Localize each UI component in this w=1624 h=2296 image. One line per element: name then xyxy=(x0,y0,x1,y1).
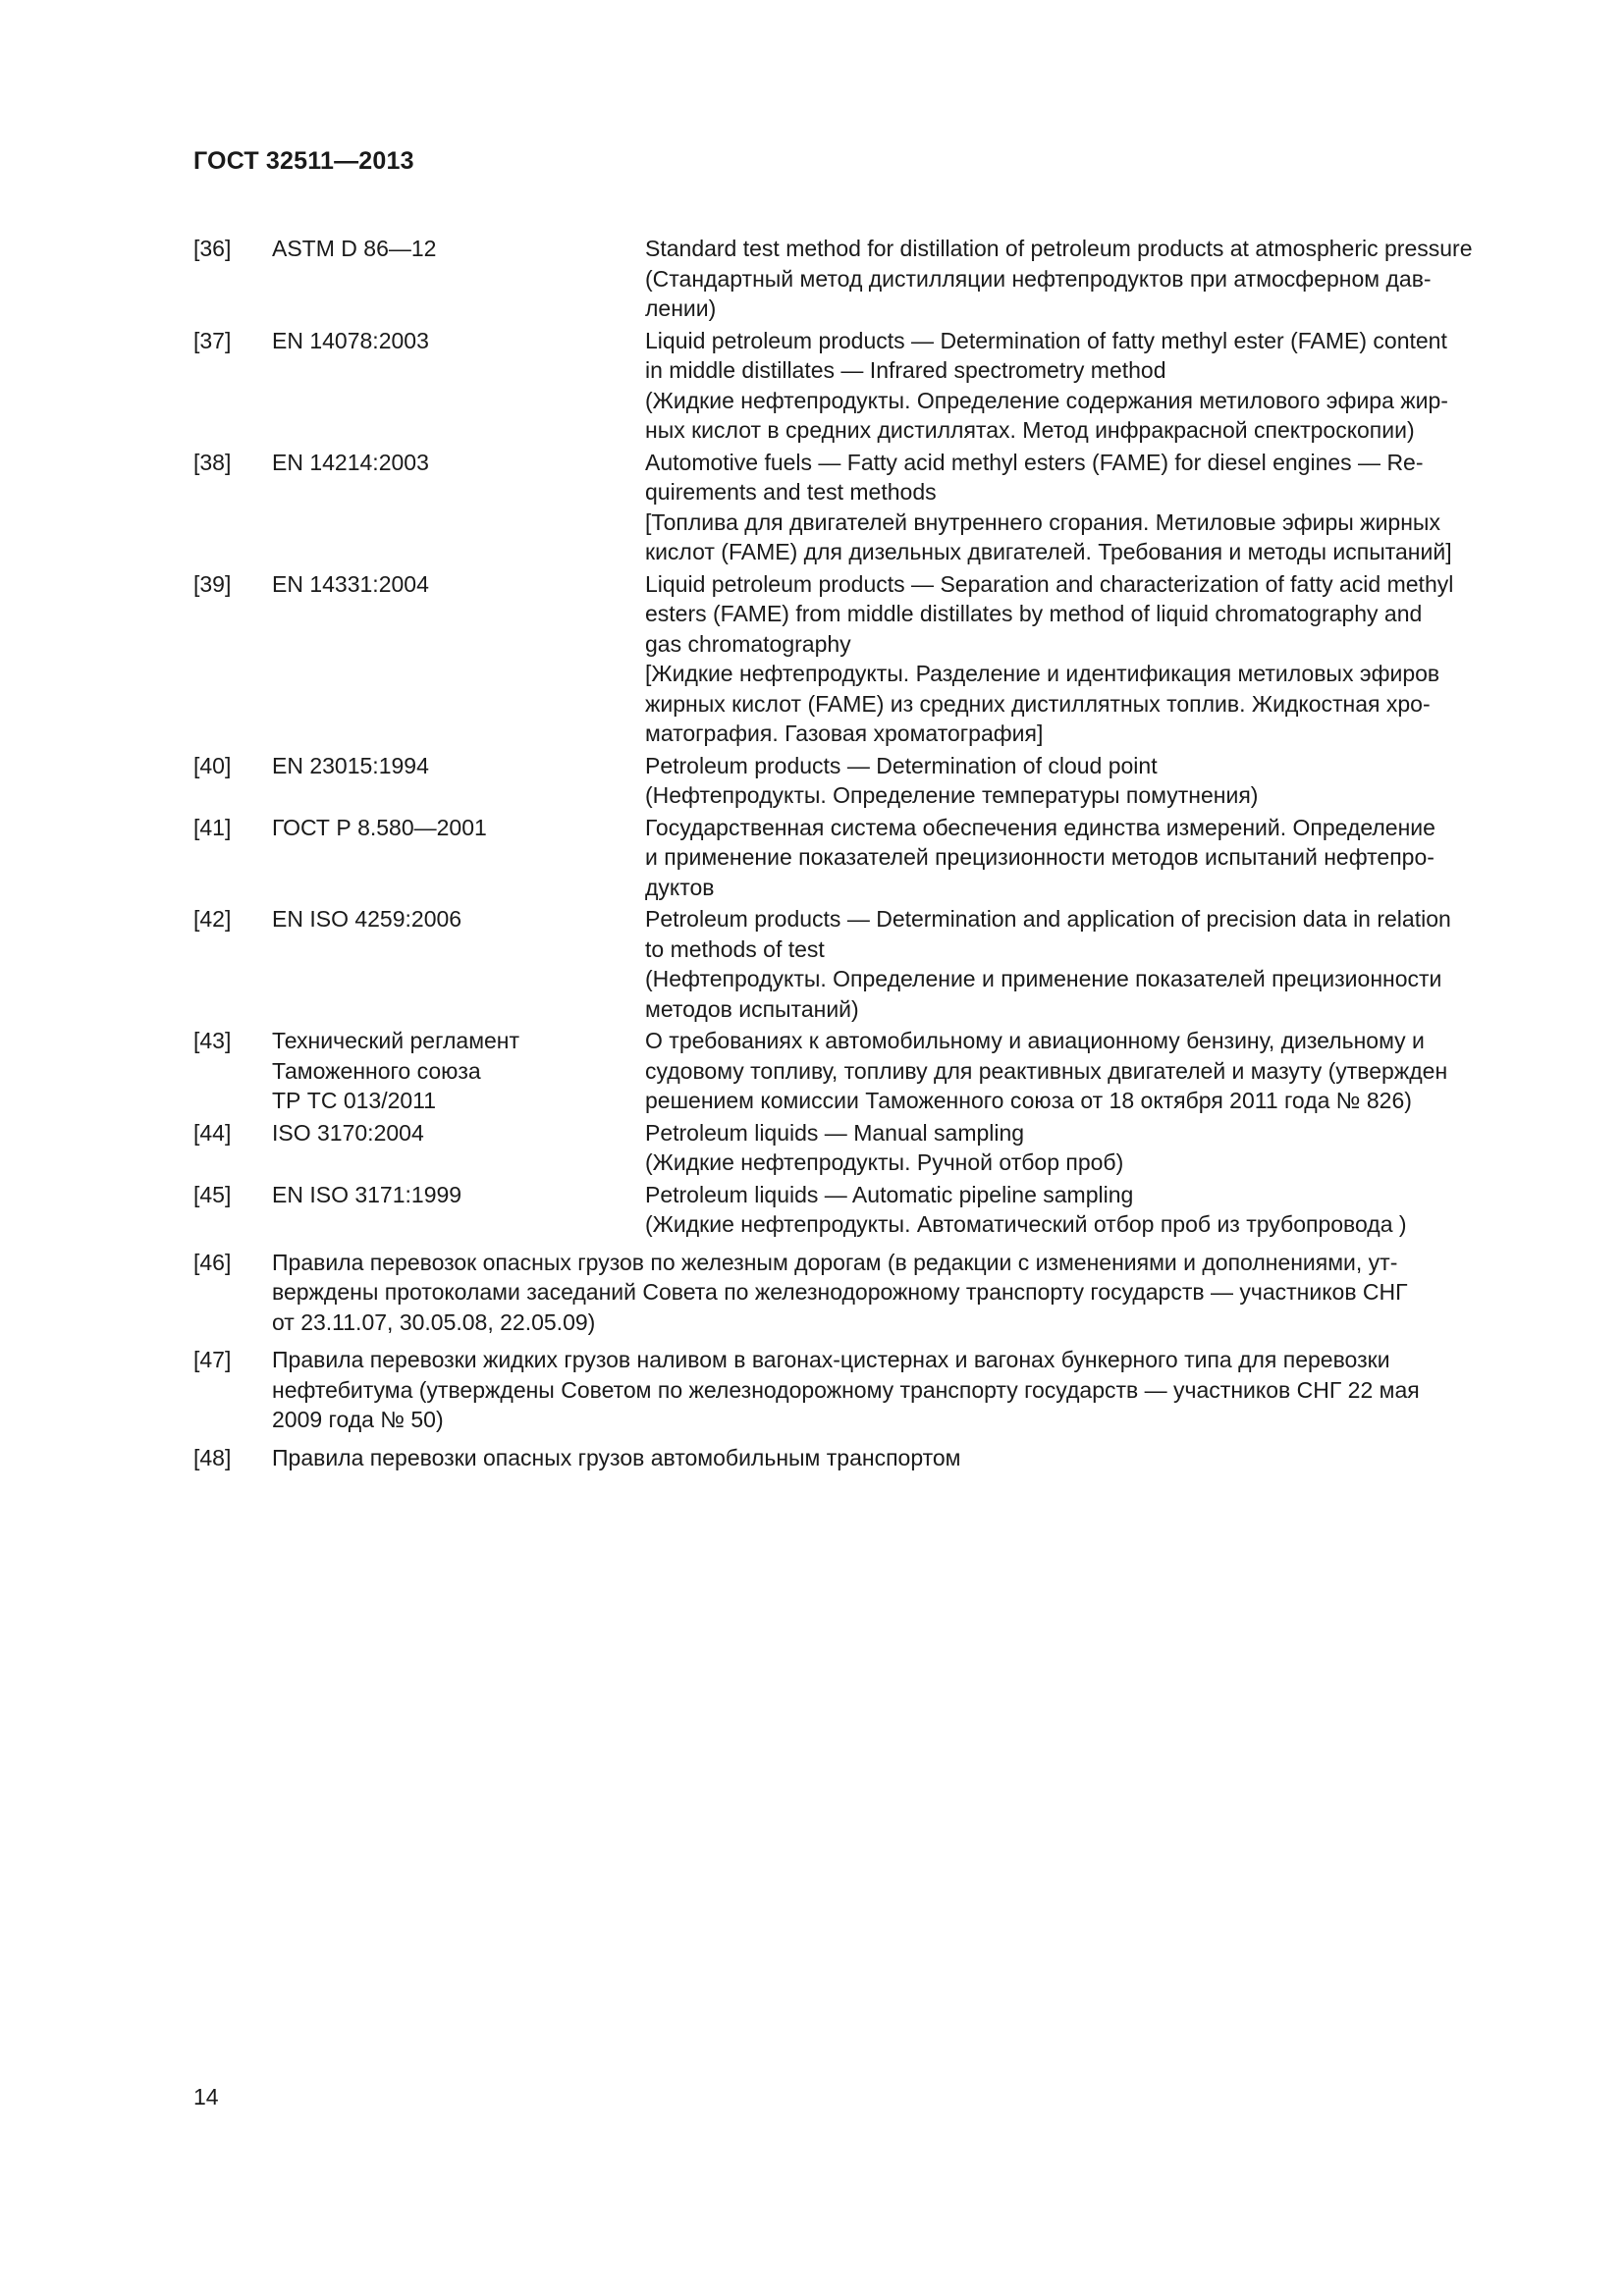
reference-code: EN ISO 3171:1999 xyxy=(272,1181,462,1207)
reference-line: кислот (FAME) для дизельных двигателей. Требования и методы испытаний] xyxy=(645,539,1452,564)
reference-entry xyxy=(193,1026,1517,1116)
reference-line: ных кислот в средних дистиллятах. Метод инфракрасной спектроскопии) xyxy=(645,417,1415,443)
reference-code: EN 14078:2003 xyxy=(272,327,429,353)
reference-number: [41] xyxy=(193,814,232,840)
reference-number: [37] xyxy=(193,327,232,353)
reference-code: EN 23015:1994 xyxy=(272,752,429,778)
reference-entry xyxy=(193,234,1517,324)
reference-line: esters (FAME) from middle distillates by method of liquid chromatography and xyxy=(645,601,1423,626)
reference-code: EN 14331:2004 xyxy=(272,570,429,597)
page-number: 14 xyxy=(193,2084,219,2109)
reference-number: [39] xyxy=(193,570,232,597)
reference-entry-wide xyxy=(193,1345,1517,1435)
reference-line: Petroleum liquids — Automatic pipeline sampling xyxy=(645,1181,1134,1207)
reference-code: EN 14214:2003 xyxy=(272,449,429,475)
reference-description xyxy=(645,569,1517,749)
reference-line: Petroleum products — Determination and application of precision data in relation xyxy=(645,906,1451,932)
reference-entry-wide xyxy=(193,1248,1517,1338)
reference-line: (Нефтепродукты. Определение и применение показателей прецизионности xyxy=(645,966,1442,991)
reference-number: [43] xyxy=(193,1028,232,1053)
reference-number: [45] xyxy=(193,1181,232,1207)
reference-entry-wide xyxy=(193,1443,1517,1473)
reference-description xyxy=(645,751,1517,811)
reference-description xyxy=(272,1345,1517,1435)
reference-description xyxy=(645,234,1517,324)
reference-line: от 23.11.07, 30.05.08, 22.05.09) xyxy=(272,1308,596,1335)
reference-line: Liquid petroleum products — Determination of fatty methyl ester (FAME) content xyxy=(645,327,1447,353)
document-title: ГОСТ 32511—2013 xyxy=(193,147,414,175)
reference-description xyxy=(272,1248,1517,1338)
reference-line: [Топлива для двигателей внутреннего сгорания. Метиловые эфиры жирных xyxy=(645,508,1440,535)
reference-entry xyxy=(193,448,1517,567)
reference-line: (Нефтепродукты. Определение температуры помутнения) xyxy=(645,782,1259,808)
reference-line: in middle distillates — Infrared spectrometry method xyxy=(645,357,1166,383)
reference-description xyxy=(272,1443,1517,1473)
reference-number: [42] xyxy=(193,906,232,932)
reference-line: quirements and test methods xyxy=(645,479,937,505)
reference-description xyxy=(645,1026,1517,1116)
reference-number: [44] xyxy=(193,1119,232,1146)
reference-line: Правила перевозки жидких грузов наливом в вагонах-цистернах и вагонах бункерного типа для перевозки xyxy=(272,1347,1390,1372)
reference-line: Liquid petroleum products — Separation and characterization of fatty acid methyl xyxy=(645,570,1454,597)
reference-number: [40] xyxy=(193,752,232,778)
reference-line: судовому топливу, топливу для реактивных двигателей и мазуту (утвержден xyxy=(645,1057,1448,1084)
reference-line: [Жидкие нефтепродукты. Разделение и идентификация метиловых эфиров xyxy=(645,661,1440,686)
reference-line: и применение показателей прецизионности методов испытаний нефтепро- xyxy=(645,844,1435,870)
reference-code-line: ТР ТС 013/2011 xyxy=(272,1088,437,1113)
reference-entry xyxy=(193,904,1517,1024)
reference-line: to methods of test xyxy=(645,935,825,962)
reference-line: матография. Газовая хроматография] xyxy=(645,721,1044,746)
reference-line: решением комиссии Таможенного союза от 18 октября 2011 года № 826) xyxy=(645,1088,1412,1113)
reference-number: [48] xyxy=(193,1444,232,1470)
reference-line: (Стандартный метод дистилляции нефтепродуктов при атмосферном дав- xyxy=(645,265,1432,292)
reference-entry xyxy=(193,1118,1517,1178)
reference-line: Правила перевозки опасных грузов автомобильным транспортом xyxy=(272,1444,961,1470)
reference-number: [47] xyxy=(193,1347,232,1372)
reference-line: (Жидкие нефтепродукты. Определение содержания метилового эфира жир- xyxy=(645,387,1448,413)
reference-entry xyxy=(193,326,1517,446)
reference-entry xyxy=(193,569,1517,749)
bibliography-list xyxy=(193,234,1517,1474)
reference-line: 2009 года № 50) xyxy=(272,1407,444,1432)
reference-code: ASTM D 86—12 xyxy=(272,236,437,261)
reference-line: Petroleum products — Determination of cloud point xyxy=(645,752,1158,778)
reference-description xyxy=(645,448,1517,567)
reference-code-line: Технический регламент xyxy=(272,1028,520,1053)
reference-line: (Жидкие нефтепродукты. Ручной отбор проб) xyxy=(645,1149,1124,1175)
reference-code-line: Таможенного союза xyxy=(272,1057,481,1084)
reference-line: Automotive fuels — Fatty acid methyl esters (FAME) for diesel engines — Re- xyxy=(645,449,1424,475)
reference-line: Standard test method for distillation of petroleum products at atmospheric pressure xyxy=(645,236,1473,261)
reference-entry xyxy=(193,813,1517,903)
reference-line: нефтебитума (утверждены Советом по железнодорожному транспорту государств — участников СНГ 22 мая xyxy=(272,1376,1420,1403)
reference-line: О требованиях к автомобильному и авиационному бензину, дизельному и xyxy=(645,1028,1425,1053)
reference-line: gas chromatography xyxy=(645,630,851,657)
reference-description xyxy=(645,1118,1517,1178)
reference-number: [36] xyxy=(193,236,232,261)
reference-description xyxy=(645,904,1517,1024)
reference-line: дуктов xyxy=(645,874,715,900)
reference-line: верждены протоколами заседаний Совета по железнодорожному транспорту государств — участников СНГ xyxy=(272,1279,1408,1305)
reference-code xyxy=(272,1026,625,1116)
reference-line: жирных кислот (FAME) из средних дистиллятных топлив. Жидкостная хро- xyxy=(645,690,1431,717)
reference-line: лении) xyxy=(645,295,717,321)
reference-description xyxy=(645,1180,1517,1240)
reference-entry xyxy=(193,1180,1517,1240)
reference-code: ISO 3170:2004 xyxy=(272,1119,424,1146)
reference-line: методов испытаний) xyxy=(645,995,859,1022)
reference-description xyxy=(645,326,1517,446)
reference-number: [46] xyxy=(193,1249,232,1275)
reference-code: EN ISO 4259:2006 xyxy=(272,906,462,932)
reference-line: (Жидкие нефтепродукты. Автоматический отбор проб из трубопровода ) xyxy=(645,1211,1407,1237)
reference-number: [38] xyxy=(193,449,232,475)
reference-description xyxy=(645,813,1517,903)
reference-entry xyxy=(193,751,1517,811)
reference-line: Petroleum liquids — Manual sampling xyxy=(645,1119,1025,1146)
reference-code: ГОСТ Р 8.580—2001 xyxy=(272,814,487,840)
reference-line: Государственная система обеспечения единства измерений. Определение xyxy=(645,814,1435,840)
reference-line: Правила перевозок опасных грузов по железным дорогам (в редакции с изменениями и дополнениями, ут- xyxy=(272,1249,1398,1275)
